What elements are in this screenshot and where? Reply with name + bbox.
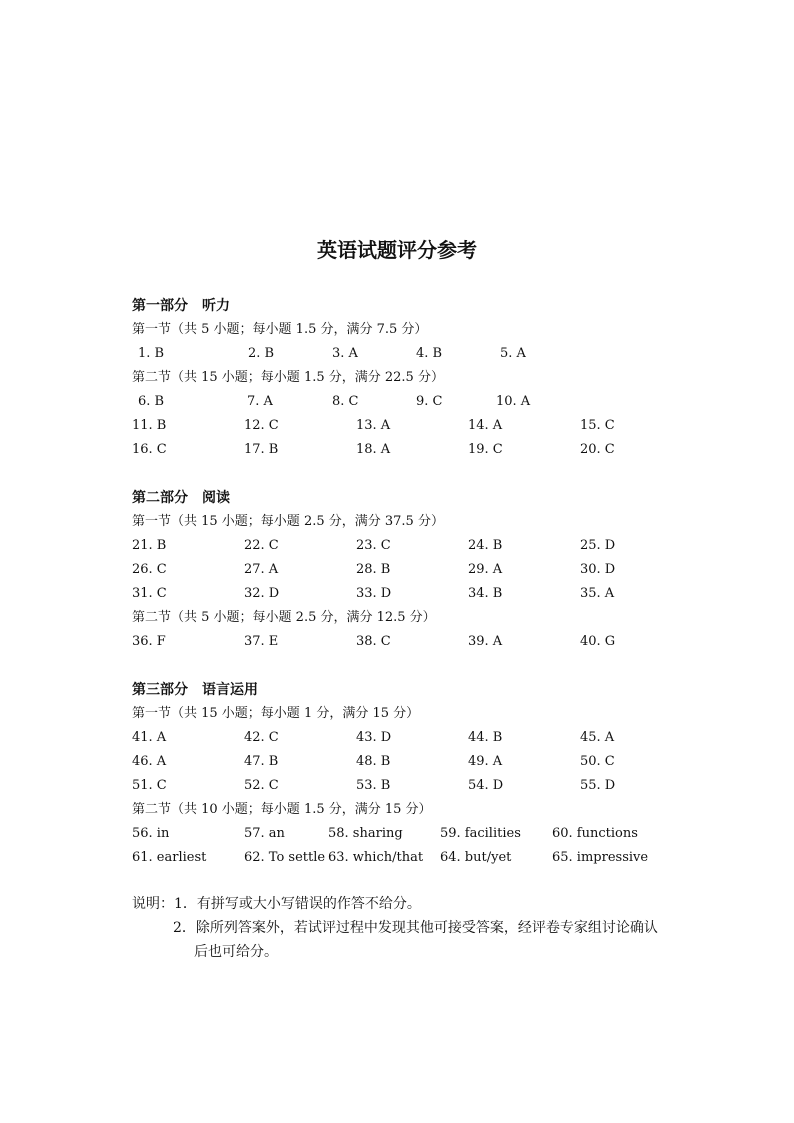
answer-item: 62. To settle xyxy=(244,850,326,865)
section-label: 第一节（共 15 小题；每小题 1 分，满分 15 分） xyxy=(132,706,420,721)
answer-item: 1. B xyxy=(138,346,165,361)
note-item-2-continued: 后也可给分。 xyxy=(194,944,278,960)
answer-item: 56. in xyxy=(132,826,170,841)
answer-item: 44. B xyxy=(468,730,503,745)
answer-item: 2. B xyxy=(248,346,275,361)
section-label: 第一节（共 5 小题；每小题 1.5 分，满分 7.5 分） xyxy=(132,322,428,337)
answer-item: 19. C xyxy=(468,442,503,457)
answer-item: 5. A xyxy=(500,346,526,361)
answer-item: 12. C xyxy=(244,418,279,433)
answer-key xyxy=(132,294,692,870)
answer-item: 49. A xyxy=(468,754,503,769)
answer-item: 46. A xyxy=(132,754,167,769)
answer-item: 48. B xyxy=(356,754,391,769)
answer-item: 13. A xyxy=(356,418,391,433)
answer-item: 33. D xyxy=(356,586,392,601)
note-item-2: 2．除所列答案外，若试评过程中发现其他可接受答案，经评卷专家组讨论确认 xyxy=(173,920,658,936)
answer-row xyxy=(132,582,692,606)
answer-row xyxy=(132,774,692,798)
answer-item: 40. G xyxy=(580,634,616,649)
answer-row xyxy=(132,558,692,582)
notes-label: 说明： xyxy=(132,896,174,912)
answer-item: 36. F xyxy=(132,634,166,649)
answer-item: 63. which/that xyxy=(328,850,424,865)
part-heading: 第一部分 听力 xyxy=(132,298,230,314)
answer-item: 65. impressive xyxy=(552,850,649,865)
answer-item: 14. A xyxy=(468,418,503,433)
answer-item: 25. D xyxy=(580,538,616,553)
notes xyxy=(132,892,658,964)
note-item-1: 1．有拼写或大小写错误的作答不给分。 xyxy=(174,896,421,912)
answer-item: 50. C xyxy=(580,754,615,769)
answer-row xyxy=(132,630,692,654)
answer-item: 37. E xyxy=(244,634,279,649)
answer-item: 59. facilities xyxy=(440,826,521,841)
answer-item: 41. A xyxy=(132,730,167,745)
answer-item: 27. A xyxy=(244,562,279,577)
answer-item: 51. C xyxy=(132,778,167,793)
answer-row xyxy=(132,342,692,366)
answer-row xyxy=(132,438,692,462)
section-gap xyxy=(132,462,692,486)
answer-item: 54. D xyxy=(468,778,504,793)
answer-item: 26. C xyxy=(132,562,167,577)
answer-item: 17. B xyxy=(244,442,279,457)
answer-item: 22. C xyxy=(244,538,279,553)
answer-item: 3. A xyxy=(332,346,358,361)
part-heading: 第三部分 语言运用 xyxy=(132,682,258,698)
answer-item: 35. A xyxy=(580,586,615,601)
answer-item: 23. C xyxy=(356,538,391,553)
answer-item: 11. B xyxy=(132,418,167,433)
answer-item: 24. B xyxy=(468,538,503,553)
answer-item: 4. B xyxy=(416,346,443,361)
answer-item: 15. C xyxy=(580,418,615,433)
answer-item: 61. earliest xyxy=(132,850,207,865)
answer-item: 20. C xyxy=(580,442,615,457)
answer-row xyxy=(132,390,692,414)
answer-item: 31. C xyxy=(132,586,167,601)
answer-row xyxy=(132,414,692,438)
section-label: 第一节（共 15 小题；每小题 2.5 分，满分 37.5 分） xyxy=(132,514,444,529)
answer-item: 64. but/yet xyxy=(440,850,512,865)
answer-row xyxy=(132,750,692,774)
part-heading: 第二部分 阅读 xyxy=(132,490,230,506)
section-label: 第二节（共 15 小题；每小题 1.5 分，满分 22.5 分） xyxy=(132,370,444,385)
answer-item: 18. A xyxy=(356,442,391,457)
answer-item: 45. A xyxy=(580,730,615,745)
answer-item: 29. A xyxy=(468,562,503,577)
answer-item: 7. A xyxy=(247,394,273,409)
answer-item: 38. C xyxy=(356,634,391,649)
page-title: 英语试题评分参考 xyxy=(317,238,477,262)
answer-row xyxy=(132,726,692,750)
answer-item: 6. B xyxy=(138,394,165,409)
section-gap xyxy=(132,654,692,678)
answer-item: 58. sharing xyxy=(328,826,403,841)
answer-item: 39. A xyxy=(468,634,503,649)
answer-item: 10. A xyxy=(496,394,531,409)
answer-row xyxy=(132,822,692,846)
answer-item: 28. B xyxy=(356,562,391,577)
answer-item: 16. C xyxy=(132,442,167,457)
answer-item: 34. B xyxy=(468,586,503,601)
answer-item: 8. C xyxy=(332,394,359,409)
answer-item: 55. D xyxy=(580,778,616,793)
answer-item: 43. D xyxy=(356,730,392,745)
answer-item: 53. B xyxy=(356,778,391,793)
answer-item: 57. an xyxy=(244,826,285,841)
answer-row xyxy=(132,846,692,870)
answer-item: 60. functions xyxy=(552,826,638,841)
answer-row xyxy=(132,534,692,558)
section-label: 第二节（共 10 小题；每小题 1.5 分，满分 15 分） xyxy=(132,802,432,817)
answer-item: 32. D xyxy=(244,586,280,601)
answer-item: 21. B xyxy=(132,538,167,553)
answer-item: 47. B xyxy=(244,754,279,769)
note-line-1 xyxy=(132,892,658,916)
answer-item: 9. C xyxy=(416,394,443,409)
section-label: 第二节（共 5 小题；每小题 2.5 分，满分 12.5 分） xyxy=(132,610,436,625)
answer-item: 42. C xyxy=(244,730,279,745)
answer-item: 52. C xyxy=(244,778,279,793)
answer-item: 30. D xyxy=(580,562,616,577)
